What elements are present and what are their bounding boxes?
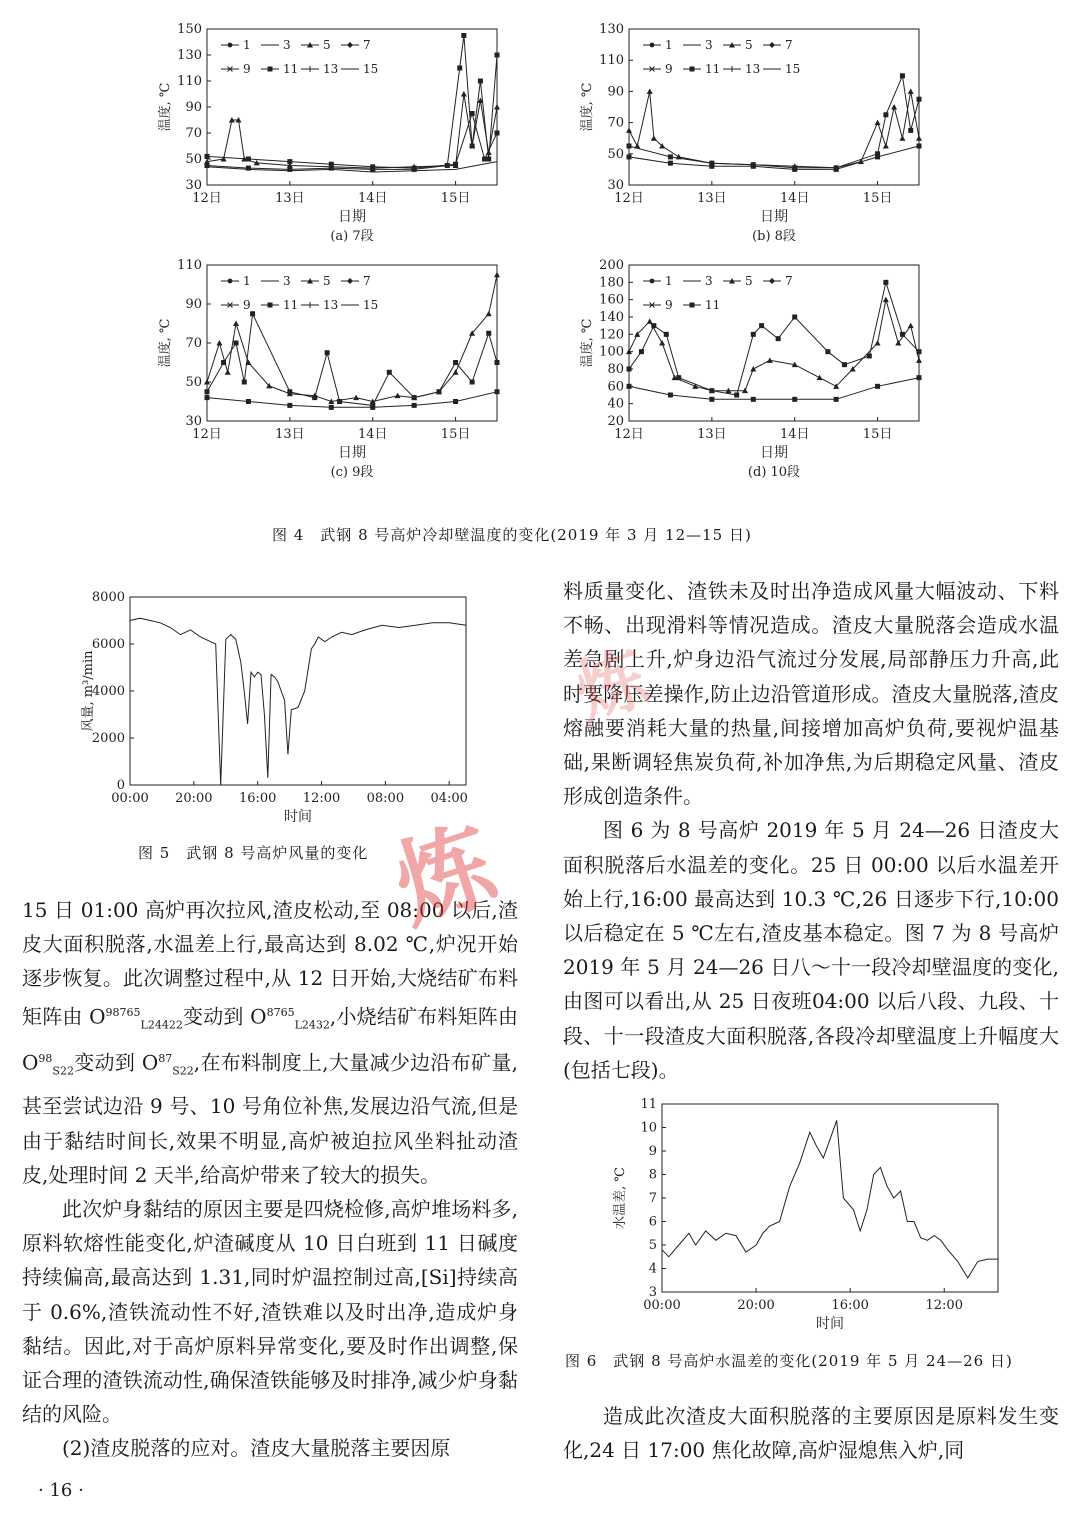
y-tick-label-4: 7	[648, 1191, 657, 1206]
legend-label-7: 15	[363, 62, 379, 76]
legend-label-0: 1	[243, 38, 251, 52]
legend-label-5: 11	[283, 62, 299, 76]
series-0-point-9	[750, 366, 756, 372]
x-tick-label-0: 00:00	[111, 791, 149, 806]
x-tick-label-3: 15日	[862, 427, 893, 442]
fig4-panel-a-svg	[150, 12, 530, 252]
x-tick-label-1: 20:00	[175, 791, 213, 806]
right-para-2: 图 6 为 8 号高炉 2019 年 5 月 24—26 日渣皮大面积脱落后水温差的变化。25 日 00:00 以后水温差开始上行,16:00 最高达到 10.3 ℃,26 日逐步下行,10:00 以后稳定在 5 ℃左右,渣皮基本稳定。图 7 为 8 号高炉 2019 年 5 月 24—26 日八～十一段冷却壁温度的变化,由图可以看出,从 25 日夜班04:00 以后八段、九段、十段、十一段渣皮大面积脱落,各段冷却壁温度上升幅度大(包括七段)。	[563, 818, 1059, 1082]
x-tick-label-3: 15日	[862, 191, 893, 206]
legend-marker-5	[268, 67, 273, 72]
legend-label-6: 13	[323, 298, 339, 312]
series-0-point-13	[891, 104, 897, 110]
series-2-point-2	[287, 159, 292, 164]
y-tick-label-0: 30	[185, 178, 202, 193]
series-1-point-14	[883, 280, 888, 285]
legend-label-2: 5	[745, 38, 753, 52]
x-tick-label-1: 20:00	[737, 1298, 775, 1313]
y-tick-label-8: 180	[599, 275, 624, 291]
series-1-point-5	[709, 388, 714, 393]
legend-label-1: 3	[283, 274, 291, 288]
series-1-point-16	[495, 360, 500, 365]
plot-frame	[629, 265, 919, 421]
legend-label-5: 11	[705, 62, 721, 76]
y-tick-label-6: 9	[648, 1144, 657, 1159]
legend-marker-5	[690, 303, 695, 308]
legend-label-0: 1	[243, 274, 251, 288]
page-number: · 16 ·	[38, 1480, 84, 1501]
series-1-point-4	[250, 311, 255, 316]
x-axis-label: 时间	[816, 1316, 844, 1332]
legend-label-4: 9	[243, 62, 251, 76]
y-tick-label-7: 160	[599, 292, 624, 308]
series-1-point-3	[664, 332, 669, 337]
matrix-2-sup: 8765	[266, 1005, 295, 1019]
y-axis-label: 温度, ℃	[580, 82, 595, 132]
legend-marker-5	[268, 303, 273, 308]
series-2-point-3	[329, 405, 334, 410]
series-2-point-7	[495, 389, 500, 394]
x-tick-label-3: 12:00	[925, 1298, 963, 1313]
series-2-point-5	[412, 403, 417, 408]
watermark-glyph: 炼	[382, 806, 509, 944]
series-1-point-12	[495, 53, 500, 58]
legend-label-4: 9	[243, 298, 251, 312]
x-axis-label: 日期	[338, 209, 366, 225]
series-0-point-2	[647, 318, 653, 324]
series-2-point-2	[287, 403, 292, 408]
x-tick-label-2: 16:00	[831, 1298, 869, 1313]
left-para-1-e: ,在布料制度上,大量减少边沿布矿量,甚至尝试边沿 9 号、10 号角位补焦,发展边沿气流,但是由于黏结时间长,效果不明显,高炉被迫拉风坐料扯动渣皮,处理时间 2 天半,给高炉带来了较大的损失。	[22, 1051, 518, 1187]
series-2-point-6	[453, 399, 458, 404]
y-axis-label: 水温差, ℃	[613, 1167, 628, 1229]
legend-label-1: 3	[283, 38, 291, 52]
legend-marker-6	[729, 66, 735, 72]
series-1-point-12	[437, 389, 442, 394]
matrix-1-sub: L24422	[140, 1018, 183, 1032]
series-1-point-11	[825, 349, 830, 354]
legend-marker-5	[690, 67, 695, 72]
series-1-point-12	[842, 362, 847, 367]
series-1-point-8	[337, 399, 342, 404]
series-0-point-1	[216, 340, 222, 346]
fig4-panel-c-svg	[150, 253, 530, 498]
y-tick-label-6: 140	[599, 310, 624, 325]
series-2-point-2	[709, 164, 714, 169]
x-axis-label: 日期	[760, 445, 788, 461]
series-1-point-10	[478, 79, 483, 84]
series-1-point-10	[792, 315, 797, 320]
y-tick-label-6: 150	[177, 22, 202, 37]
legend-label-2: 5	[323, 38, 331, 52]
series-2-point-6	[875, 384, 880, 389]
series-0-point-15	[908, 88, 914, 94]
legend-label-1: 3	[705, 274, 713, 288]
series-1-point-9	[470, 144, 475, 149]
x-tick-label-2: 14日	[357, 427, 388, 442]
series-2-point-3	[329, 162, 334, 167]
y-tick-label-5: 8	[648, 1167, 657, 1183]
legend-marker-3	[769, 42, 775, 48]
series-2-point-3	[751, 164, 756, 169]
series-1-point-0	[627, 144, 632, 149]
series-line-1	[207, 36, 497, 170]
series-0-point-14	[453, 369, 459, 375]
y-tick-label-3: 90	[185, 100, 202, 115]
fig6-chart	[610, 1092, 1010, 1342]
series-1-point-1	[639, 349, 644, 354]
x-tick-label-1: 13日	[275, 427, 305, 442]
series-2-point-6	[453, 162, 458, 167]
series-0-point-19	[916, 357, 922, 363]
series-0-point-11	[395, 393, 401, 399]
y-tick-label-3: 90	[607, 84, 624, 100]
series-0-point-0	[626, 127, 632, 132]
y-tick-label-3: 80	[607, 362, 624, 377]
x-tick-label-2: 16:00	[238, 791, 277, 806]
right-para-1: 料质量变化、渣铁未及时出净造成风量大幅波动、下料不畅、出现滑料等情况造成。渣皮大量脱落会造成水温差急剧上升,炉身边沿气流过分发展,局部静压力升高,此时要降压差操作,防止边沿管道形成。渣皮大量脱落,渣皮熔融要消耗大量的热量,间接增加高炉负荷,要视炉温基础,果断调轻焦炭负荷,补加净焦,为后期稳定风量、渣皮形成创造条件。	[563, 579, 1059, 809]
series-2-point-2	[709, 397, 714, 402]
series-1-point-15	[486, 331, 491, 336]
figure4-caption: 图 4 武钢 8 号高炉冷却壁温度的变化(2019 年 3 月 12—15 日)	[272, 526, 752, 544]
y-tick-label-1: 50	[185, 375, 202, 390]
series-1-point-9	[908, 128, 913, 133]
left-para-3: (2)渣皮脱落的应对。渣皮大量脱落主要因原	[62, 1436, 451, 1461]
series-0-point-18	[908, 323, 914, 329]
series-1-point-13	[867, 354, 872, 359]
fig4-panel-b-svg	[572, 12, 952, 252]
x-tick-label-0: 00:00	[643, 1298, 681, 1313]
legend-label-7: 15	[363, 298, 379, 312]
panel-label: (b) 8段	[752, 229, 796, 244]
x-axis-label: 时间	[284, 809, 312, 825]
matrix-2-sub: L2432	[294, 1018, 330, 1032]
figure6-caption: 图 6 武钢 8 号高炉水温差的变化(2019 年 5 月 24—26 日)	[565, 1352, 1013, 1370]
x-tick-label-5: 04:00	[430, 791, 468, 806]
legend-marker-0	[228, 279, 233, 284]
legend-marker-3	[769, 278, 775, 284]
y-tick-label-4: 110	[177, 258, 202, 273]
y-tick-label-2: 70	[185, 126, 202, 141]
y-tick-label-4: 110	[177, 74, 202, 89]
legend-label-3: 7	[363, 274, 371, 288]
plot-frame	[662, 1104, 998, 1292]
series-1-point-15	[900, 332, 905, 337]
y-tick-label-8: 11	[640, 1097, 657, 1112]
legend-label-3: 7	[785, 274, 793, 288]
y-axis-label: 温度, ℃	[580, 318, 595, 368]
series-1-point-1	[221, 360, 226, 365]
y-tick-label-4: 110	[599, 53, 624, 69]
series-1-point-13	[453, 360, 458, 365]
x-tick-label-3: 12:00	[302, 791, 341, 806]
fig6-svg	[610, 1092, 1010, 1342]
matrix-4-sub: S22	[172, 1065, 194, 1079]
series-1-point-1	[668, 154, 673, 159]
plot-frame	[207, 29, 497, 185]
series-2-point-7	[917, 144, 922, 149]
series-0-point-16	[883, 297, 889, 303]
left-para-1-b: 变动到 O	[182, 1004, 267, 1029]
y-tick-label-0: 30	[185, 414, 202, 429]
x-tick-label-2: 14日	[779, 427, 810, 442]
y-tick-label-2: 5	[648, 1238, 657, 1253]
series-2-point-6	[875, 154, 880, 159]
legend-marker-0	[650, 43, 655, 48]
series-0-point-15	[494, 104, 500, 110]
legend-label-3: 7	[363, 38, 371, 52]
y-tick-label-2: 70	[185, 336, 202, 351]
y-tick-label-5: 130	[177, 48, 202, 63]
x-tick-label-2: 14日	[357, 191, 388, 206]
series-0-point-11	[875, 120, 881, 126]
series-2-point-9	[495, 131, 500, 136]
series-1-point-7	[883, 112, 888, 117]
series-1-point-14	[470, 380, 475, 385]
series-0-point-17	[494, 272, 500, 278]
series-1-point-7	[457, 66, 462, 71]
series-2-point-1	[246, 399, 251, 404]
matrix-3-sup: 98	[38, 1052, 53, 1066]
series-1-point-0	[205, 389, 210, 394]
series-1-point-6	[734, 393, 739, 398]
series-1-point-7	[751, 332, 756, 337]
series-0-point-3	[233, 321, 239, 327]
legend-marker-6	[307, 66, 313, 72]
series-2-point-3	[751, 397, 756, 402]
series-0-point-9	[353, 395, 359, 401]
legend-label-4: 9	[665, 298, 673, 312]
series-1-point-8	[759, 323, 764, 328]
fig4-panel-d-svg	[572, 253, 952, 498]
y-tick-label-3: 90	[185, 297, 202, 312]
legend-label-7: 15	[785, 62, 801, 76]
y-tick-label-1: 4	[648, 1261, 657, 1277]
y-tick-label-4: 8000	[91, 590, 125, 605]
series-2-point-4	[792, 397, 797, 402]
matrix-1-sup: 98765	[105, 1005, 141, 1019]
y-tick-label-2: 4000	[91, 684, 125, 699]
fig4-panel-a	[150, 12, 530, 252]
series-0-point-14	[899, 135, 905, 141]
series-0-point-16	[916, 135, 922, 141]
watermark-glyph-2: 炼	[565, 634, 658, 736]
y-tick-label-9: 200	[599, 258, 624, 273]
legend-label-6: 13	[323, 62, 339, 76]
series-0-point-15	[875, 340, 881, 346]
panel-label: (a) 7段	[330, 229, 374, 244]
x-tick-label-3: 15日	[440, 427, 471, 442]
legend-label-5: 11	[705, 298, 721, 312]
series-2-point-0	[627, 384, 632, 389]
series-1-point-7	[325, 350, 330, 355]
x-tick-label-1: 13日	[697, 191, 727, 206]
legend-label-3: 7	[785, 38, 793, 52]
series-0-point-12	[883, 143, 889, 149]
left-para-1-d: 变动到 O	[73, 1051, 159, 1076]
series-2-point-1	[668, 393, 673, 398]
series-1-point-2	[651, 323, 656, 328]
y-axis-label: 风量, m³/min	[81, 650, 96, 732]
y-tick-label-0: 3	[648, 1285, 657, 1300]
series-0-point-12	[817, 375, 823, 381]
right-column-bottom	[563, 1399, 1059, 1467]
series-line-0	[130, 618, 466, 785]
y-axis-label: 温度, ℃	[158, 82, 173, 132]
legend-label-2: 5	[745, 274, 753, 288]
y-axis-label: 温度, ℃	[158, 318, 173, 368]
x-tick-label-1: 13日	[275, 191, 305, 206]
series-1-point-0	[627, 367, 632, 372]
series-1-point-6	[312, 395, 317, 400]
series-2-point-0	[627, 154, 632, 159]
series-2-point-0	[205, 154, 210, 159]
legend-marker-3	[347, 278, 353, 284]
y-tick-label-0: 30	[607, 178, 624, 193]
series-2-point-7	[470, 111, 475, 116]
legend-label-0: 1	[665, 38, 673, 52]
series-2-point-5	[834, 167, 839, 172]
series-0-point-16	[486, 311, 492, 317]
x-tick-label-0: 12日	[614, 191, 644, 206]
series-line-0	[662, 1120, 998, 1278]
x-tick-label-4: 08:00	[366, 791, 405, 806]
y-tick-label-2: 70	[607, 115, 624, 131]
y-tick-label-5: 120	[599, 327, 624, 343]
series-2-point-0	[205, 395, 210, 400]
left-column	[22, 893, 518, 1466]
panel-label: (c) 9段	[330, 465, 374, 480]
y-tick-label-5: 130	[599, 22, 624, 37]
series-1-point-2	[234, 341, 239, 346]
series-0-point-2	[225, 369, 231, 375]
fig4-panel-c	[150, 253, 530, 498]
y-tick-label-7: 10	[640, 1120, 657, 1136]
legend-marker-0	[650, 279, 655, 284]
legend-label-4: 9	[665, 62, 673, 76]
series-1-point-11	[412, 395, 417, 400]
x-axis-label: 日期	[760, 209, 788, 225]
series-line-1	[207, 314, 497, 406]
series-2-point-5	[834, 397, 839, 402]
right-para-3: 造成此次渣皮大面积脱落的主要原因是原料发生变化,24 日 17:00 焦化故障,高炉湿熄焦入炉,同	[563, 1404, 1059, 1463]
series-2-point-5	[412, 166, 417, 171]
y-tick-label-1: 2000	[91, 731, 125, 746]
x-tick-label-1: 13日	[697, 427, 727, 442]
figure5-caption: 图 5 武钢 8 号高炉风量的变化	[138, 844, 369, 862]
y-tick-label-0: 20	[607, 414, 624, 429]
series-2-point-8	[482, 157, 487, 162]
series-1-point-8	[461, 33, 466, 38]
series-1-point-3	[242, 380, 247, 385]
fig5-chart	[60, 585, 480, 830]
fig4-panel-d	[572, 253, 952, 498]
y-tick-label-3: 6000	[91, 637, 125, 652]
legend-label-1: 3	[705, 38, 713, 52]
series-line-0	[207, 275, 497, 402]
x-axis-label: 日期	[338, 445, 366, 461]
panel-label: (d) 10段	[747, 465, 801, 480]
legend-marker-6	[307, 302, 313, 308]
series-0-point-2	[647, 88, 653, 94]
left-para-1-c: ,小烧结矿布料矩阵由 O	[22, 1004, 518, 1076]
y-tick-label-1: 40	[607, 396, 624, 412]
series-0-point-3	[651, 135, 657, 141]
y-tick-label-1: 50	[185, 152, 202, 167]
series-1-point-16	[917, 349, 922, 354]
y-tick-label-1: 50	[607, 146, 624, 162]
legend-label-0: 1	[665, 274, 673, 288]
fig5-svg	[60, 585, 480, 830]
y-tick-label-2: 60	[607, 379, 624, 395]
x-tick-label-2: 14日	[779, 191, 810, 206]
series-2-point-7	[917, 375, 922, 380]
left-para-2: 此次炉身黏结的原因主要是四烧检修,高炉堆场料多,原料软熔性能变化,炉渣碱度从 10 日白班到 11 日碱度持续偏高,最高达到 1.31,同时炉温控制过高,[Si]持续高于 0.6%,渣铁流动性不好,渣铁难以及时出净,造成炉身黏结。因此,对于高炉原料异常变化,要及时作出调整,保证合理的渣铁流动性,确保渣铁能够及时排净,减少炉身黏结的风险。	[22, 1196, 518, 1427]
series-1-point-10	[387, 370, 392, 375]
series-0-point-3	[659, 340, 665, 346]
series-1-point-10	[917, 97, 922, 102]
series-0-point-10	[767, 357, 773, 363]
matrix-3-sub: S22	[52, 1065, 74, 1079]
legend-label-2: 5	[323, 274, 331, 288]
y-tick-label-4: 100	[599, 344, 624, 360]
fig4-panel-b	[572, 12, 952, 252]
series-1-point-5	[287, 389, 292, 394]
series-0-point-11	[461, 91, 467, 97]
y-tick-label-0: 0	[116, 778, 125, 793]
plot-frame	[207, 265, 497, 421]
x-tick-label-0: 12日	[192, 191, 222, 206]
matrix-4-sup: 87	[158, 1052, 173, 1066]
series-2-point-1	[668, 161, 673, 166]
legend-marker-0	[228, 43, 233, 48]
series-1-point-4	[676, 375, 681, 380]
y-tick-label-3: 6	[648, 1214, 657, 1230]
legend-marker-3	[347, 42, 353, 48]
x-tick-label-0: 12日	[192, 427, 222, 442]
series-2-point-4	[370, 405, 375, 410]
series-2-point-4	[792, 167, 797, 172]
x-tick-label-3: 15日	[440, 191, 471, 206]
series-1-point-8	[900, 73, 905, 78]
x-tick-label-0: 12日	[614, 427, 644, 442]
series-2-point-4	[370, 164, 375, 169]
series-2-point-1	[246, 157, 251, 162]
legend-label-6: 13	[745, 62, 761, 76]
legend-label-5: 11	[283, 298, 299, 312]
series-1-point-9	[776, 336, 781, 341]
left-para-1-a: 15 日 01:00 高炉再次拉风,渣皮松动,至 08:00 以后,渣皮大面积脱落,水温差上行,最高达到 8.02 ℃,炉况开始逐步恢复。此次调整过程中,从 12 日开始,大烧结矿布料矩阵由 O	[22, 898, 518, 1029]
